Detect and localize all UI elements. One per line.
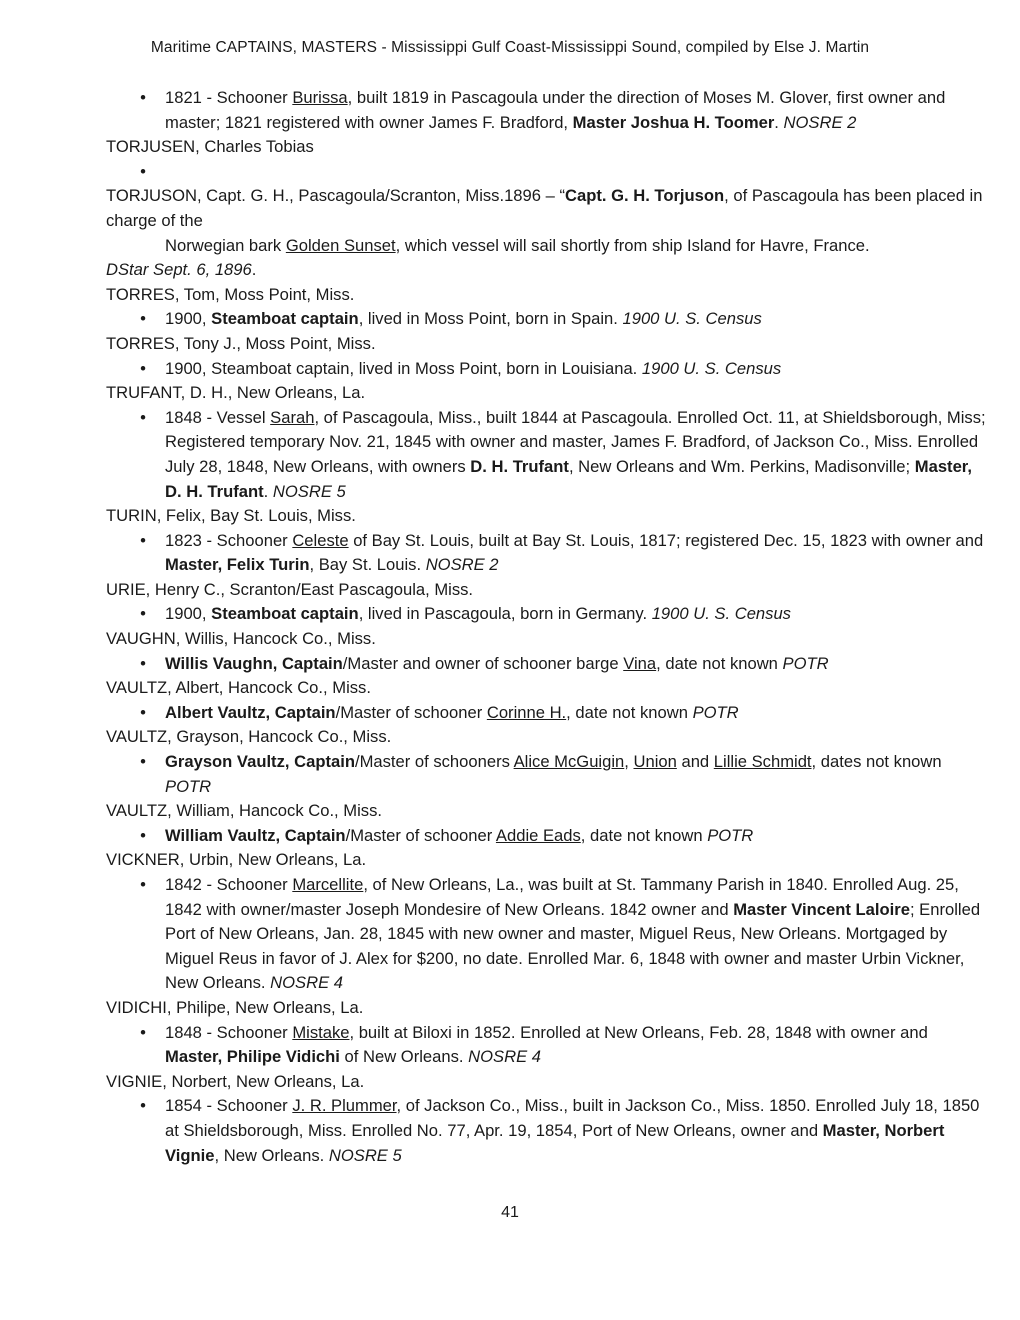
- vessel-name: Mistake: [292, 1022, 350, 1042]
- emphasis-text: Master, D. H. Trufant: [165, 456, 972, 501]
- source-citation: 1900 U. S. Census: [622, 309, 762, 329]
- record-bullet-entry: [106, 750, 986, 799]
- record-bullet-entry: [106, 357, 986, 382]
- record-bullet-entry: [106, 652, 986, 677]
- record-bullet-entry: [106, 873, 986, 996]
- text-run: 1854 - Schooner: [165, 1096, 293, 1116]
- text-run: VAUGHN, Willis, Hancock Co., Miss.: [106, 629, 376, 649]
- text-run: , dates not known: [811, 752, 942, 772]
- text-run: ; Enrolled Port of New Orleans, Jan. 28, 1845 with new owner and master, Miguel Reus, New Orleans. Mortgaged by Miguel Reus in favor of J. Alex for $200, no date. Enrolled Mar. 6, 1848 with owner and master Urbin Vickner, New Orleans.: [165, 899, 981, 993]
- record-bullet-entry: [106, 1021, 986, 1070]
- captain-heading: [106, 332, 986, 357]
- emphasis-text: Steamboat captain: [211, 604, 359, 624]
- vessel-name: J. R. Plummer: [292, 1096, 397, 1116]
- captain-heading: [106, 676, 986, 701]
- bullet-icon: •: [140, 161, 146, 181]
- captain-heading: [106, 799, 986, 824]
- vessel-name: Alice McGuigin: [513, 752, 625, 772]
- text-run: ,: [624, 752, 634, 772]
- vessel-name: Vina: [623, 653, 657, 673]
- text-run: TORJUSEN, Charles Tobias: [106, 137, 314, 157]
- record-bullet-entry: [106, 307, 986, 332]
- captain-heading: [106, 258, 986, 283]
- emphasis-text: D. H. Trufant: [470, 456, 569, 476]
- text-run: , date not known: [566, 702, 693, 722]
- text-run: , Bay St. Louis.: [309, 555, 426, 575]
- captain-heading: [106, 725, 986, 750]
- text-run: 1900,: [165, 604, 212, 624]
- text-run: , built at Biloxi in 1852. Enrolled at New Orleans, Feb. 28, 1848 with owner and: [349, 1022, 928, 1042]
- text-run: Norwegian bark: [165, 235, 286, 255]
- text-run: , New Orleans.: [214, 1145, 329, 1165]
- bullet-icon: •: [140, 1096, 146, 1116]
- vessel-name: Sarah: [270, 407, 315, 427]
- text-run: , of Jackson Co., Miss., built in Jackson Co., Miss. 1850. Enrolled July 18, 1850 at Shieldsborough, Miss. Enrolled No. 77, Apr. 19, 1854, Port of New Orleans, owner and: [165, 1096, 980, 1140]
- record-bullet-entry: [106, 602, 986, 627]
- emphasis-text: Master, Felix Turin: [165, 555, 310, 575]
- source-citation: 1900 U. S. Census: [641, 358, 782, 378]
- text-run: VAULTZ, Albert, Hancock Co., Miss.: [106, 678, 371, 698]
- vessel-name: Marcellite: [292, 875, 364, 894]
- bullet-icon: •: [140, 358, 146, 378]
- text-run: /Master of schooner: [335, 702, 487, 722]
- bullet-icon: •: [140, 309, 146, 329]
- text-run: /Master and owner of schooner barge: [342, 653, 624, 673]
- text-run: 1823 - Schooner: [165, 530, 293, 550]
- text-run: /Master of schooner: [345, 825, 496, 845]
- text-run: .: [774, 112, 784, 132]
- record-bullet-entry: [106, 406, 986, 504]
- source-citation: NOSRE 4: [468, 1047, 541, 1067]
- text-run: 1848 - Schooner: [165, 1022, 293, 1042]
- text-run: 1821 - Schooner: [165, 88, 293, 107]
- captain-heading: [106, 996, 986, 1021]
- text-run: , of Pascagoula, Miss., built 1844 at Pascagoula. Enrolled Oct. 11, at Shieldsborough, Miss; Registered temporary Nov. 21, 1845 with owner and master, James F. Bradford, of Jackson Co., Miss. Enrolled July 28, 1848, New Orleans, with owners: [165, 407, 986, 476]
- bullet-icon: •: [140, 530, 146, 550]
- record-bullet-entry: [106, 160, 986, 185]
- captain-heading: [106, 627, 986, 652]
- document-body: [106, 86, 986, 1168]
- page-header: Maritime CAPTAINS, MASTERS - Mississippi Gulf Coast-Mississippi Sound, compiled by Else J. Martin: [150, 39, 870, 56]
- bullet-icon: •: [140, 88, 146, 107]
- vessel-name: Burissa: [292, 88, 348, 107]
- text-run: 1848 - Vessel: [165, 407, 271, 427]
- bullet-icon: •: [140, 702, 146, 722]
- emphasis-text: Capt. G. H. Torjuson: [564, 186, 725, 206]
- captain-heading: [106, 135, 986, 160]
- text-run: , date not known: [656, 653, 783, 673]
- vessel-name: Corinne H.: [486, 702, 567, 722]
- source-citation: DStar Sept. 6, 1896: [106, 260, 252, 280]
- vessel-name: Celeste: [292, 530, 349, 550]
- text-run: , of New Orleans, La., was built at St. Tammany Parish in 1840. Enrolled Aug. 25, 1842 with owner/master Joseph Mondesire of New Orleans. 1842 owner and: [165, 875, 959, 919]
- text-run: , which vessel will sail shortly from ship Island for Havre, France.: [395, 235, 870, 255]
- text-run: , built 1819 in Pascagoula under the direction of Moses M. Glover, first owner and master; 1821 registered with owner James F. Bradford,: [165, 88, 946, 132]
- captain-heading: [106, 184, 986, 233]
- bullet-icon: •: [140, 875, 146, 894]
- bullet-icon: •: [140, 825, 146, 845]
- emphasis-text: Willis Vaughn, Captain: [165, 653, 343, 673]
- text-run: TRUFANT, D. H., New Orleans, La.: [106, 383, 366, 403]
- source-citation: POTR: [165, 776, 212, 796]
- text-run: VIDICHI, Philipe, New Orleans, La.: [106, 997, 364, 1017]
- text-run: TURIN, Felix, Bay St. Louis, Miss.: [106, 506, 356, 526]
- emphasis-text: Albert Vaultz, Captain: [165, 702, 336, 722]
- text-run: .: [263, 481, 273, 501]
- text-run: TORRES, Tony J., Moss Point, Miss.: [106, 333, 376, 353]
- text-run: 1900, Steamboat captain, lived in Moss Point, born in Louisiana.: [165, 358, 642, 378]
- text-run: 1842 - Schooner: [165, 875, 293, 894]
- record-bullet-entry: [106, 86, 986, 135]
- source-citation: NOSRE 5: [328, 1145, 402, 1165]
- text-run: 1900,: [165, 309, 212, 329]
- bullet-icon: •: [140, 604, 146, 624]
- captain-heading: [106, 283, 986, 308]
- text-run: TORRES, Tom, Moss Point, Miss.: [106, 284, 355, 304]
- bullet-icon: •: [140, 653, 146, 673]
- text-run: , New Orleans and Wm. Perkins, Madisonville;: [568, 456, 915, 476]
- bullet-icon: •: [140, 407, 146, 427]
- source-citation: NOSRE 2: [783, 112, 857, 132]
- text-run: VICKNER, Urbin, New Orleans, La.: [106, 850, 367, 870]
- captain-heading: [106, 1070, 986, 1095]
- text-run: of Bay St. Louis, built at Bay St. Louis, 1817; registered Dec. 15, 1823 with owner and: [348, 530, 984, 550]
- continuation-line: [106, 234, 986, 259]
- emphasis-text: Master, Philipe Vidichi: [165, 1047, 340, 1067]
- vessel-name: Union: [633, 752, 677, 772]
- text-run: VAULTZ, William, Hancock Co., Miss.: [106, 801, 382, 821]
- bullet-icon: •: [140, 1022, 146, 1042]
- emphasis-text: Master Vincent Laloire: [733, 899, 910, 919]
- emphasis-text: Master, Norbert Vignie: [165, 1120, 945, 1165]
- record-bullet-entry: [106, 701, 986, 726]
- text-run: VIGNIE, Norbert, New Orleans, La.: [106, 1071, 365, 1091]
- vessel-name: Golden Sunset: [285, 235, 396, 255]
- source-citation: 1900 U. S. Census: [651, 604, 791, 624]
- text-run: , lived in Pascagoula, born in Germany.: [358, 604, 652, 624]
- source-citation: POTR: [782, 653, 829, 673]
- text-run: , date not known: [580, 825, 708, 845]
- emphasis-text: Master Joshua H. Toomer: [572, 112, 775, 132]
- source-citation: NOSRE 5: [272, 481, 346, 501]
- vessel-name: Addie Eads: [495, 825, 581, 845]
- text-run: URIE, Henry C., Scranton/East Pascagoula, Miss.: [106, 579, 474, 599]
- text-run: VAULTZ, Grayson, Hancock Co., Miss.: [106, 727, 392, 747]
- captain-heading: [106, 504, 986, 529]
- bullet-icon: •: [140, 752, 146, 772]
- text-run: TORJUSON, Capt. G. H., Pascagoula/Scranton, Miss.1896 – “: [106, 186, 565, 206]
- emphasis-text: William Vaultz, Captain: [165, 825, 346, 845]
- source-citation: NOSRE 4: [270, 973, 343, 993]
- text-run: .: [251, 260, 257, 280]
- emphasis-text: Grayson Vaultz, Captain: [165, 752, 355, 772]
- vessel-name: Lillie Schmidt: [713, 752, 812, 772]
- record-bullet-entry: [106, 824, 986, 849]
- record-bullet-entry: [106, 1094, 986, 1168]
- record-bullet-entry: [106, 529, 986, 578]
- source-citation: NOSRE 2: [425, 555, 499, 575]
- source-citation: POTR: [692, 702, 739, 722]
- text-run: /Master of schooners: [354, 752, 514, 772]
- captain-heading: [106, 381, 986, 406]
- text-run: , of Pascagoula has been placed in charge of the: [106, 186, 983, 230]
- captain-heading: [106, 848, 986, 873]
- source-citation: POTR: [707, 825, 754, 845]
- text-run: , lived in Moss Point, born in Spain.: [358, 309, 623, 329]
- page-number: 41: [501, 1204, 519, 1221]
- emphasis-text: Steamboat captain: [211, 309, 359, 329]
- text-run: and: [676, 752, 714, 772]
- text-run: of New Orleans.: [339, 1047, 469, 1067]
- captain-heading: [106, 578, 986, 603]
